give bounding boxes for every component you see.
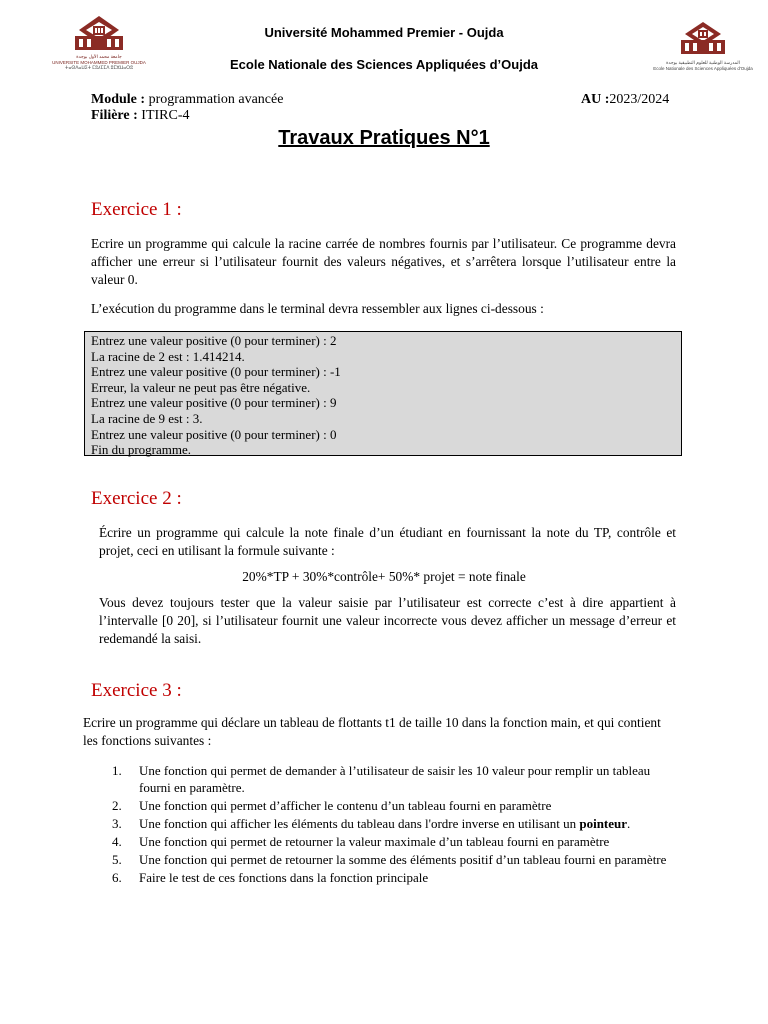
filiere-line: [91, 108, 190, 124]
academic-year: [581, 92, 669, 108]
terminal-line: Entrez une valeur positive (0 pour terminer) : 2: [91, 333, 337, 348]
list-item: [112, 797, 672, 814]
list-item-text: Une fonction qui permet de retourner la valeur maximale d’un tableau fourni en paramètre: [139, 834, 610, 849]
terminal-line: La racine de 2 est : 1.414214.: [91, 348, 245, 364]
list-item: [112, 833, 672, 850]
list-number: 5.: [112, 852, 122, 867]
function-list: [112, 762, 672, 887]
page-title: Travaux Pratiques N°1: [278, 127, 490, 149]
list-item-bold: pointeur: [579, 816, 628, 831]
exercise-2-heading: Exercice 2 :: [91, 488, 182, 509]
logo-caption-tz: ⵜⴰⵙⴷⴰⵡⵉⵜ ⵎⵓⵃⵎⵎⴷ ⵓⵎⵣⵡⴰⵔⵓ: [65, 65, 133, 70]
school-logo-caption-ar: المدرسة الوطنية للعلوم التطبيقية بوجدة: [666, 60, 740, 65]
list-item: [112, 851, 672, 868]
university-name: Université Mohammed Premier - Oujda: [264, 25, 504, 40]
au-value: 2023/2024: [609, 92, 670, 107]
list-number: 2.: [112, 798, 122, 813]
terminal-line: Erreur, la valeur ne peut pas être négative.: [91, 379, 311, 395]
list-item-text: Une fonction qui afficher les éléments du tableau dans l'ordre inverse en utilisant un: [139, 816, 580, 831]
school-name: Ecole Nationale des Sciences Appliquées d’Oujda: [229, 57, 538, 72]
exercise-3-statement: Ecrire un programme qui déclare un tableau de flottants t1 de taille 10 dans la fonction main, et qui contient les fonctions suivantes :: [83, 715, 661, 748]
terminal-line: Entrez une valeur positive (0 pour terminer) : 0: [91, 426, 337, 442]
grade-formula: 20%*TP + 30%*contrôle+ 50%* projet = note finale: [242, 569, 526, 584]
exercise-3-heading: Exercice 3 :: [91, 680, 182, 701]
module-label: Module :: [91, 92, 146, 107]
module-line: [91, 92, 283, 108]
logo-caption-fr: UNIVERSITE MOHAMMED PREMIER OUJDA: [52, 59, 146, 65]
au-label: AU :: [581, 92, 610, 107]
list-item-text: Une fonction qui permet de demander à l’utilisateur de saisir les 10 valeur pour remplir un tableau fourni en paramètre.: [139, 763, 651, 795]
list-item-suffix: .: [627, 816, 631, 831]
filiere-value: ITIRC-4: [137, 108, 190, 123]
list-item: [112, 815, 672, 832]
list-number: 4.: [112, 834, 122, 849]
terminal-line: Entrez une valeur positive (0 pour terminer) : 9: [91, 395, 337, 411]
terminal-output-box: [84, 331, 682, 456]
module-value: programmation avancée: [145, 92, 284, 107]
list-item-text: Une fonction qui permet d’afficher le contenu d’un tableau fourni en paramètre: [139, 798, 552, 813]
exercise-2-validation: Vous devez toujours tester que la valeur saisie par l’utilisateur est correcte c’est à dire appartient à l’intervalle [0 20], si l’utilisateur fournit une valeur incorrecte vous devez afficher un message d’erreur et redemandé la saisi.: [99, 595, 676, 646]
exercise-1-statement: Ecrire un programme qui calcule la racine carrée de nombres fournis par l’utilisateur. Ce programme devra afficher une erreur si l’utilisateur fournit des valeurs négatives, et s’arrêtera lorsque l’utilisateur entre la valeur 0.: [91, 236, 676, 287]
terminal-line: Fin du programme.: [91, 442, 192, 458]
school-logo-caption-fr: Ecole Nationale des Sciences Appliquées d'Oujda: [653, 65, 753, 71]
terminal-line: Entrez une valeur positive (0 pour terminer) : -1: [91, 364, 341, 380]
filiere-label: Filière :: [91, 108, 138, 123]
list-number: 3.: [112, 816, 122, 831]
list-item-text: Une fonction qui permet de retourner la somme des éléments positif d’un tableau fourni en paramètre: [139, 852, 667, 867]
exercise-1-heading: Exercice 1 :: [91, 199, 182, 220]
exercise-1-intro: L’exécution du programme dans le terminal devra ressembler aux lignes ci-dessous :: [91, 301, 544, 316]
list-number: 6.: [112, 870, 122, 885]
list-item: [112, 762, 672, 796]
logo-caption-ar: جامعة محمد الأول بوجدة: [76, 54, 122, 59]
list-item-text: Faire le test de ces fonctions dans la fonction principale: [139, 870, 429, 885]
terminal-line: La racine de 9 est : 3.: [91, 410, 203, 426]
list-item: [112, 869, 672, 886]
exercise-2-statement: Écrire un programme qui calcule la note finale d’un étudiant en fournissant la note du TP, contrôle et projet, ceci en utilisant la formule suivante :: [99, 525, 676, 558]
list-number: 1.: [112, 763, 122, 778]
